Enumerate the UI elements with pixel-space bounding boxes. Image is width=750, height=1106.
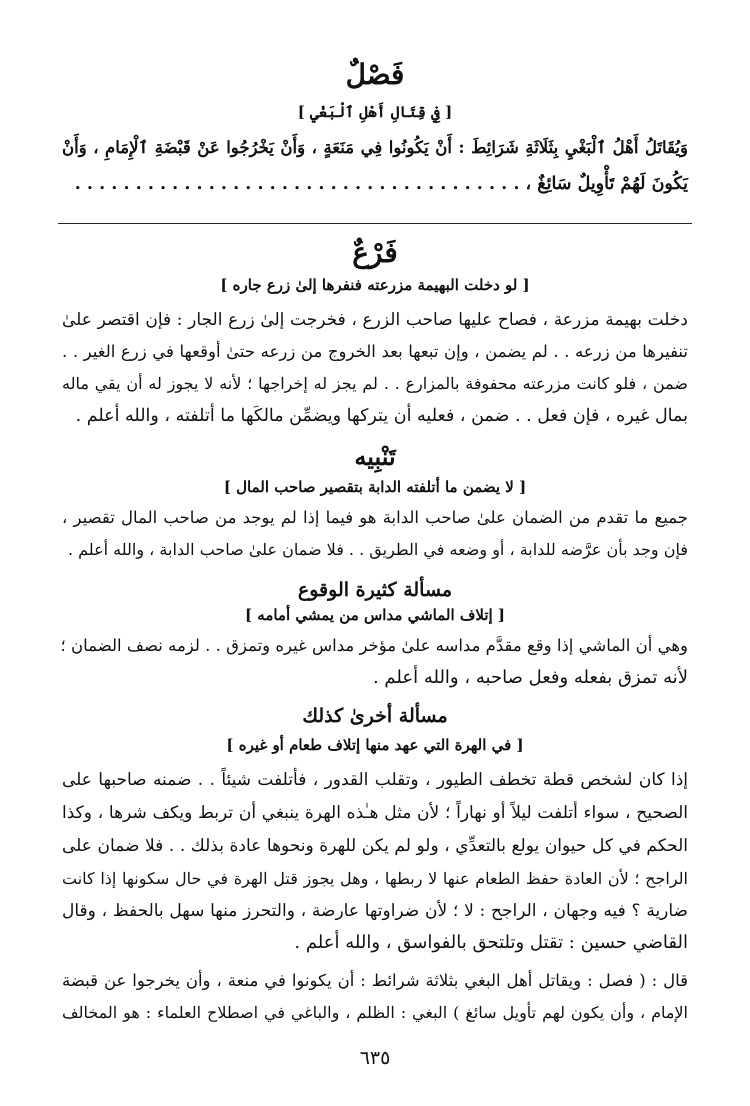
body-line: بمال غيره ، فإن فعل . . ضمن ، فعليه أن يتركها ويضمِّن مالكَها ما أتلفته ، والله أعلم . <box>75 406 688 426</box>
body-line: وهي أن الماشي إذا وقع مقدَّم مداسه علىٰ مؤخر مداس غيره وتمزق . . لزمه نصف الضمان ؛ <box>60 636 688 655</box>
body-line: تنفيرها من زرعه . . لم يضمن ، وإن تبعها بعد الخروج من زرعه حتىٰ أوقعها في زرع الغير . . <box>62 342 688 361</box>
section-subheading: [ إتلاف الماشي مداس من يمشي أمامه ] <box>244 606 506 624</box>
body-line: الصحيح ، سواء أتلفت ليلاً أو نهاراً ؛ لأن مثل هـٰذه الهرة ينبغي أن تربط ويكف شرها ، وكذا <box>62 803 688 823</box>
matn-subheading: [ فِي قِتَالِ أَهْلِ ٱلْبَغْيِ ] <box>297 103 453 121</box>
section-subheading: [ لو دخلت البهيمة مزرعته فنفرها إلىٰ زرع جاره ] <box>220 276 530 294</box>
section-subheading: [ في الهرة التي عهد منها إتلاف طعام أو غيره ] <box>226 736 524 754</box>
body-line: القاضي حسين : تقتل وتلتحق بالفواسق ، والله أعلم . <box>294 932 688 953</box>
section-heading-far: فَرْعٌ <box>352 236 398 269</box>
matn-line: وَيُقَاتَلُ أَهْلُ ٱلْبَغْيِ بِثَلَاثَةِ شَرَائِطَ : أَنْ يَكُونُوا فِي مَنَعَةٍ ، وَأَنْ يَخْرُجُوا عَنْ قَبْضَةِ ٱلْإِمَامِ ، وَأَنْ <box>62 138 688 157</box>
section-subheading: [ لا يضمن ما أتلفته الدابة بتقصير صاحب المال ] <box>223 478 527 496</box>
body-line: فإن وجد بأن عرَّضه للدابة ، أو وضعه في الطريق . . فلا ضمان علىٰ صاحب الدابة ، والله أعلم . <box>67 540 688 559</box>
commentary-line: قال : ( فصل : ويقاتل أهل البغي بثلاثة شرائط : أن يكونوا في منعة ، وأن يخرجوا عن قبضة <box>62 971 688 990</box>
section-heading-masala-other: مسألة أخرىٰ كذلك <box>302 705 448 727</box>
section-heading-tanbih: تَنْبِيه <box>354 442 396 471</box>
body-line: جميع ما تقدم من الضمان علىٰ صاحب الدابة هو فيما إذا لم يوجد من صاحب المال تقصير ، <box>62 508 688 527</box>
body-line: الحكم في كل حيوان يولع بالتعدِّي ، ولو لم يكن للهرة ونحوها عادة بذلك . . فلا ضمان على <box>62 836 688 856</box>
body-line: ضمن ، فلو كانت مزرعته محفوفة بالمزارع . . لم يجز له إخراجها ؛ لأنه لا يجوز له أن يقي ماله <box>62 374 688 393</box>
body-line: دخلت بهيمة مزرعة ، فصاح عليها صاحب الزرع ، فخرجت إلىٰ زرع الجار : فإن اقتصر علىٰ <box>62 310 688 330</box>
body-line: الراجح ؛ لأن العادة حفظ الطعام عنها لا ربطها ، وهل يجوز قتل الهرة في حال سكونها إذا كانت <box>62 869 688 888</box>
page-number: ٦٣٥ <box>359 1047 391 1069</box>
section-heading-masala: مسألة كثيرة الوقوع <box>297 579 453 601</box>
body-line: ضارية ؟ فيه وجهان ، الراجح : لا ؛ لأن ضراوتها عارضة ، والتحرز منها سهل بالحفظ ، وقال <box>62 901 688 921</box>
matn-heading: فَصْلٌ <box>345 58 405 91</box>
commentary-line: الإمام ، وأن يكون لهم تأويل سائغ ) البغي : الظلم ، والباغي في اصطلاح العلماء : هو المخالف <box>62 1003 688 1022</box>
body-line: إذا كان لشخص قطة تخطف الطيور ، وتقلب القدور ، فأتلفت شيئاً . . ضمنه صاحبها على <box>62 770 688 790</box>
body-line: لأنه تمزق بفعله وفعل صاحبه ، والله أعلم . <box>372 667 688 688</box>
section-divider <box>58 223 692 224</box>
matn-line: يَكُونَ لَهُمْ تَأْوِيلٌ سَائِغٌ ، . . . . . . . . . . . . . . . . . . . . . . . . . . . . . . . . . . . . . <box>74 174 688 194</box>
